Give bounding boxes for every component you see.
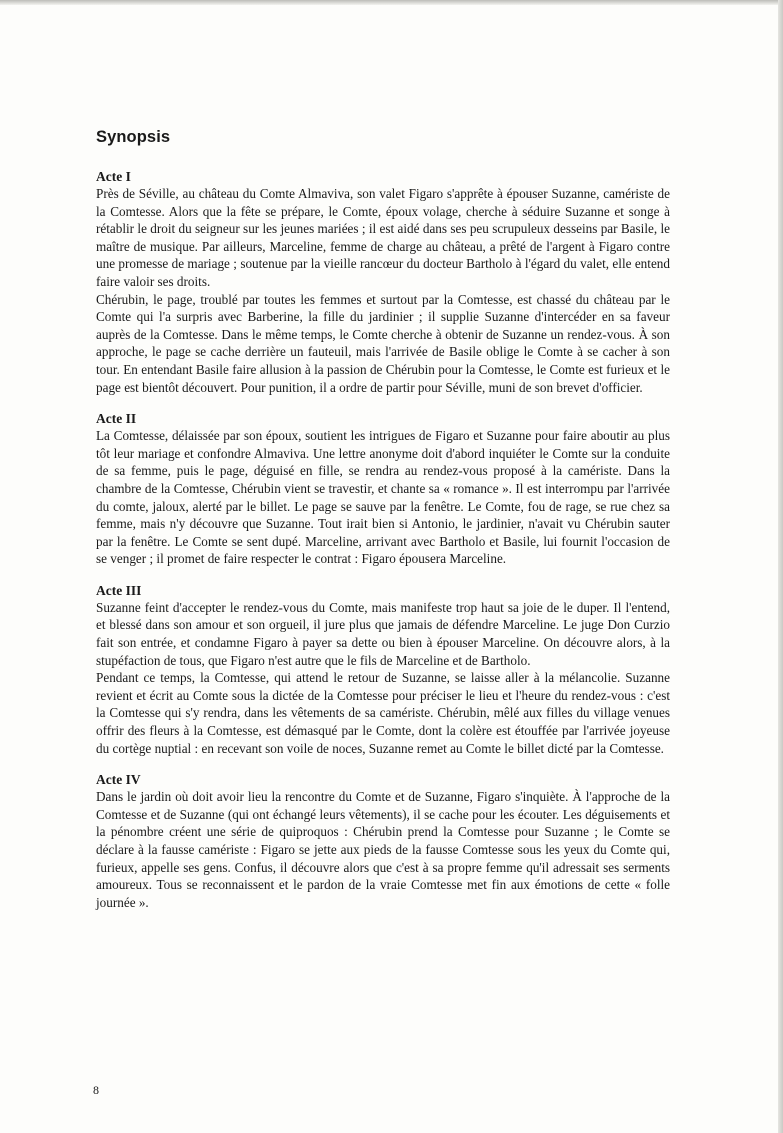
act-heading: Acte III <box>96 582 142 598</box>
act-heading: Acte I <box>96 169 131 184</box>
act-heading: Acte II <box>96 411 137 427</box>
synopsis-content <box>96 128 670 925</box>
scan-top-edge <box>0 0 783 5</box>
page-number: 8 <box>93 1083 99 1097</box>
act-paragraph: La Comtesse, délaissée par son époux, soutient les intrigues de Figaro et Suzanne pour faire aboutir au plus tôt leur mariage et confondre Almaviva. Une lettre anonyme doit d'abord inquiéter le Comte sur la conduite de sa femme, puis le page, déguisé en fille, se rendra au rendez-vous proposé à la camériste. Dans la chambre de la Comtesse, Chérubin vient se travestir, et chante sa « romance ». Il est interrompu par l'arrivée du comte, jaloux, alerté par le billet. Le page se sauve par la fenêtre. Le Comte, fou de rage, se rue chez sa femme, mais n'y découvre que Suzanne. Tout irait bien si Antonio, le jardinier, n'avait vu Chérubin sauter par la fenêtre. Le Comte se sent dupé. Marceline, arrivant avec Bartholo et Basile, lui fournit l'occasion de se venger ; il promet de faire respecter le contrat : Figaro épousera Marceline. <box>96 428 670 567</box>
act-paragraph: Pendant ce temps, la Comtesse, qui attend le retour de Suzanne, se laisse aller à la mélancolie. Suzanne revient et écrit au Comte sous la dictée de la Comtesse pour préciser le lieu et l'heure du rendez-vous : c'est la Comtesse qui s'y rendra, dans les vêtements de sa camériste. Chérubin, mêlé aux filles du village venues offrir des fleurs à la Comtesse, est démasqué par le Comte, dont la colère est étouffée par l'arrivée joyeuse du cortège nuptial : en recevant son voile de noces, Suzanne remet au Comte le billet dicté par la Comtesse. <box>96 670 670 756</box>
act-paragraph: Dans le jardin où doit avoir lieu la rencontre du Comte et de Suzanne, Figaro s'inquiète. À l'approche de la Comtesse et de Suzanne (qui ont échangé leurs vêtements), il se cache pour les écouter. Les déguisements et la pénombre créent une série de quiproquos : Chérubin prend la Comtesse pour Suzanne ; le Comte se déclare à la fausse camériste : Figaro se jette aux pieds de la fausse Comtesse sous les yeux du Comte qui, furieux, appelle ses gens. Confus, il découvre alors que c'est à sa propre femme qu'il adressait ses serments amoureux. Tous se reconnaissent et le pardon de la vraie Comtesse met fin aux émotions de cette « folle journée ». <box>96 789 670 910</box>
act-1-section <box>96 168 670 396</box>
scan-right-edge <box>778 0 783 1133</box>
act-4-section <box>96 771 670 911</box>
act-paragraph: Près de Séville, au château du Comte Almaviva, son valet Figaro s'apprête à épouser Suzanne, camériste de la Comtesse. Alors que la fête se prépare, le Comte, époux volage, cherche à séduire Suzanne et songe à rétablir le droit du seigneur sur les jeunes mariées ; il est aidé dans ses peu scrupuleux desseins par Basile, le maître de musique. Par ailleurs, Marceline, femme de charge au château, a prêté de l'argent à Figaro contre une promesse de mariage ; soutenue par la vieille rancœur du docteur Bartholo à l'égard du valet, elle entend faire valoir ses droits. <box>96 186 670 289</box>
act-paragraph: Chérubin, le page, troublé par toutes les femmes et surtout par la Comtesse, est chassé du château par le Comte qui l'a surpris avec Barberine, la fille du jardinier ; il supplie Suzanne d'intercéder en sa faveur auprès de la Comtesse. Dans le même temps, le Comte cherche à obtenir de Suzanne un rendez-vous. À son approche, le page se cache derrière un fauteuil, mais l'arrivée de Basile oblige le Comte à se cacher à son tour. En entendant Basile faire allusion à la passion de Chérubin pour la Comtesse, le Comte est furieux et le page est bientôt découvert. Pour punition, il a ordre de partir pour Séville, muni de son brevet d'officier. <box>96 291 670 395</box>
page-title: Synopsis <box>96 128 171 146</box>
act-paragraph: Suzanne feint d'accepter le rendez-vous du Comte, mais manifeste trop haut sa joie de le duper. Il l'entend, et blessé dans son amour et son orgueil, il jure plus que jamais de défendre Marceline. Le juge Don Curzio fait son entrée, et condamne Figaro à payer sa dette ou bien à épouser Marceline. On découvre alors, à la stupéfaction de tous, que Figaro n'est autre que le fils de Marceline et de Bartholo. <box>96 599 670 668</box>
act-3-section <box>96 582 670 757</box>
act-heading: Acte IV <box>96 772 141 788</box>
act-2-section <box>96 410 670 568</box>
